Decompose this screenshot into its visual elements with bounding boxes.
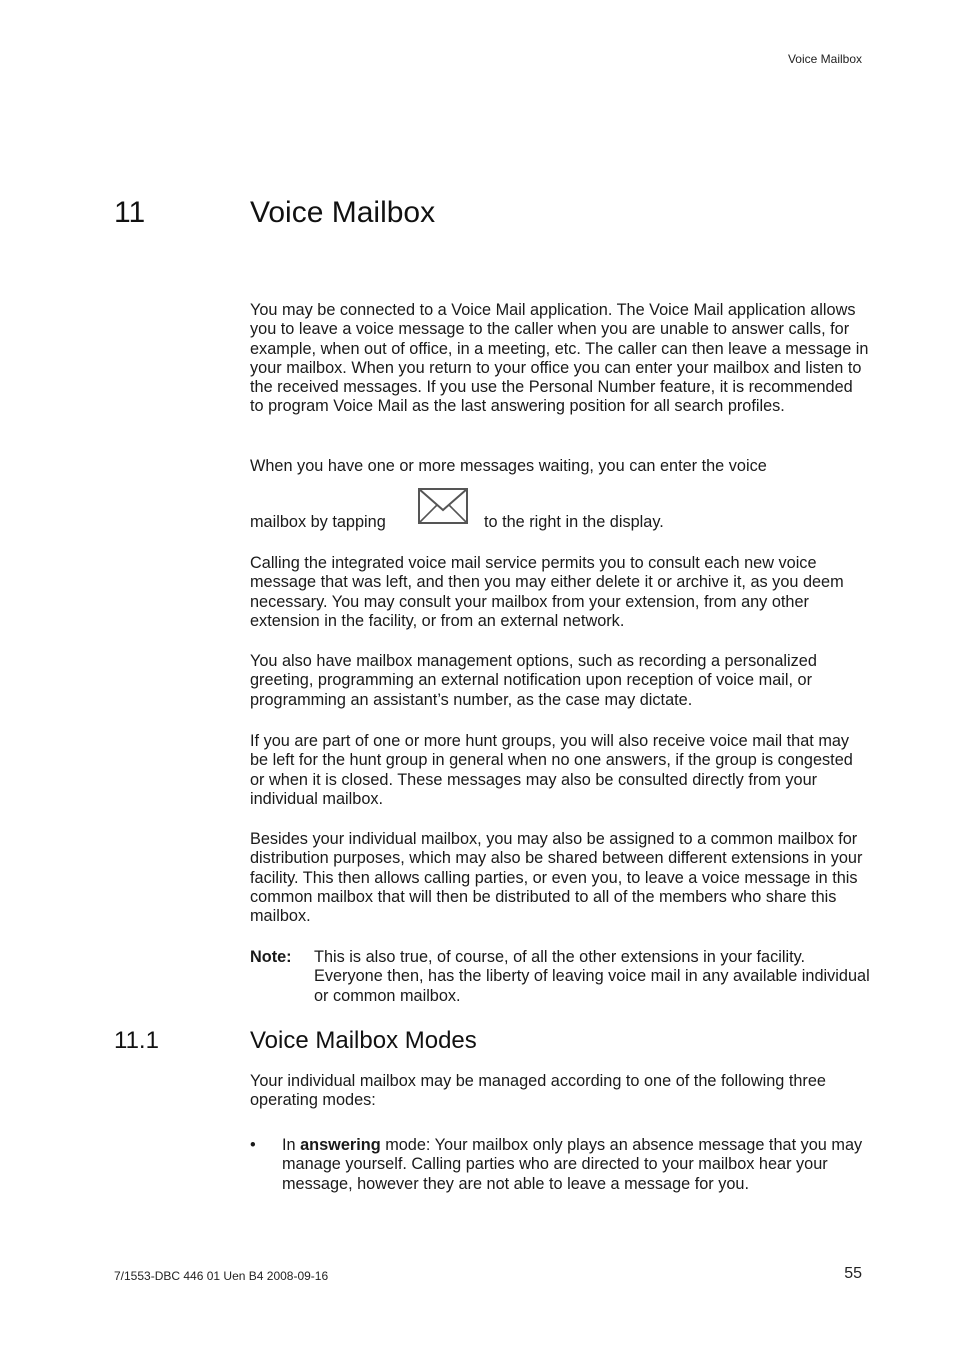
- bullet-symbol: •: [250, 1136, 256, 1154]
- chapter-title: Voice Mailbox: [250, 196, 436, 229]
- bullet-bold-term: answering: [300, 1136, 381, 1154]
- paragraph-intro: [250, 301, 870, 417]
- envelope-icon: [418, 488, 468, 529]
- paragraph-messages-waiting: [250, 457, 870, 476]
- list-item: [250, 1136, 870, 1194]
- note-text: This is also true, of course, of all the other extensions in your facility. Everyone then, has the liberty of leaving voice mail in any available individual or common mailbox.: [314, 948, 870, 1005]
- section-intro: [250, 1072, 870, 1111]
- footer-doc-id: 7/1553-DBC 446 01 Uen B4 2008-09-16: [114, 1269, 329, 1283]
- instruction-text-before: mailbox by tapping: [250, 513, 386, 531]
- section-title: Voice Mailbox Modes: [250, 1027, 477, 1054]
- bullet-text: [282, 1136, 870, 1194]
- paragraph-common-mailbox: [250, 830, 870, 926]
- running-header: Voice Mailbox: [787, 52, 862, 66]
- paragraph-text: If you are part of one or more hunt groups, you will also receive voice mail that may be left for the hunt group in general when no one answers, if the group is congested or when it is closed. These messages may also be consulted directly from your individual mailbox.: [250, 732, 853, 808]
- paragraph-text: You may be connected to a Voice Mail application. The Voice Mail application allows you to leave a voice message to the caller when you are unable to answer calls, for example, when out of office, in a meeting, etc. The caller can then leave a message in your mailbox. When you return to your office you can enter your mailbox and listen to the received messages. If you use the Personal Number feature, it is recommended to program Voice Mail as the last answering position for all search profiles.: [250, 301, 869, 416]
- page-number: 55: [844, 1265, 862, 1282]
- icon-instruction-line: [250, 486, 870, 532]
- paragraph-management: [250, 652, 870, 710]
- bullet-prefix: In: [282, 1136, 296, 1154]
- section-number: 11.1: [114, 1027, 159, 1054]
- paragraph-text: Your individual mailbox may be managed according to one of the following three operating modes:: [250, 1072, 826, 1110]
- paragraph-text: You also have mailbox management options, such as recording a personalized greeting, programming an external notification upon reception of voice mail, or programming an assistant’s number, as the case may dictate.: [250, 652, 817, 709]
- note-label: Note:: [250, 948, 292, 966]
- chapter-number: 11: [114, 196, 146, 229]
- paragraph-consult: [250, 554, 870, 631]
- bullet-body: mode: Your mailbox only plays an absence message that you may manage yourself. Calling parties who are directed to your mailbox hear your message, however they are not able to leave a message for you.: [282, 1136, 863, 1193]
- instruction-text-after: to the right in the display.: [484, 513, 664, 531]
- paragraph-hunt-groups: [250, 732, 870, 809]
- note-block: [250, 948, 870, 1006]
- paragraph-text: When you have one or more messages waiting, you can enter the voice: [250, 457, 767, 475]
- paragraph-text: Besides your individual mailbox, you may also be assigned to a common mailbox for distribution purposes, which may also be shared between different extensions in your facility. This then allows calling parties, or even you, to leave a voice message in this common mailbox that will then be distributed to all of the members who share this mailbox.: [250, 830, 863, 926]
- paragraph-text: Calling the integrated voice mail service permits you to consult each new voice message that was left, and then you may either delete it or archive it, as you deem necessary. You may consult your mailbox from your extension, from any other extension in the facility, or from an external network.: [250, 554, 844, 630]
